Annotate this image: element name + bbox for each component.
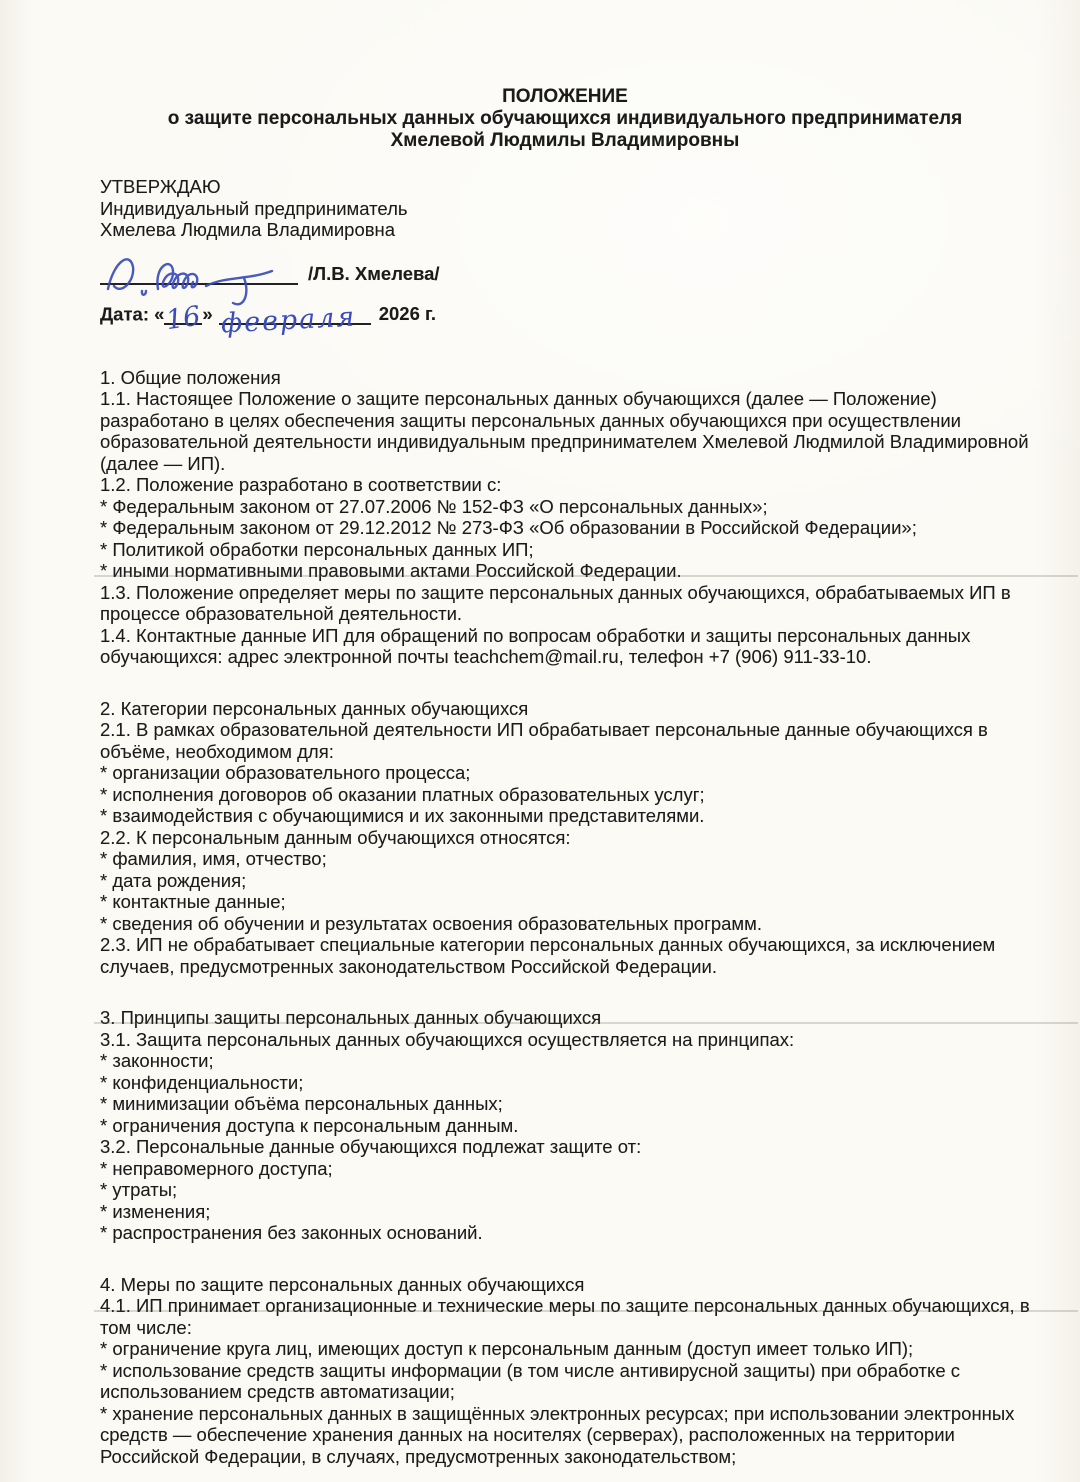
paragraph: 1.4. Контактные данные ИП для обращений по вопросам обработки и защиты персональных данных обучающихся: адрес электронной почты teachchem@mail.ru, телефон +7 (906) 911-33-10. — [100, 624, 971, 667]
section-3 — [100, 1007, 1030, 1244]
section-heading: 2. Категории персональных данных обучающихся — [100, 697, 529, 719]
section-1 — [100, 367, 1030, 668]
document-subtitle-line2: Хмелевой Людмилы Владимировны — [390, 130, 740, 151]
document-title: ПОЛОЖЕНИЕ — [502, 86, 628, 107]
approval-person: Хмелева Людмила Владимировна — [100, 219, 396, 240]
paragraph: * использование средств защиты информации (в том числе антивирусной защиты) при обработке с использованием средств автоматизации; — [100, 1359, 960, 1402]
section-4 — [100, 1274, 1030, 1468]
date-open-quote: « — [154, 303, 165, 324]
paragraph: * изменения; — [100, 1200, 211, 1222]
handwritten-month: февраля — [219, 301, 357, 340]
handwritten-day: 16 — [164, 300, 203, 337]
date-month-field — [219, 299, 371, 340]
section-heading: 4. Меры по защите персональных данных обучающихся — [100, 1273, 585, 1295]
section-heading: 1. Общие положения — [100, 366, 281, 388]
document-body — [100, 367, 1030, 1468]
paragraph: * законности; — [100, 1050, 214, 1071]
document-subtitle-line1: о защите персональных данных обучающихся индивидуального предпринимателя — [167, 108, 963, 129]
paragraph: 1.3. Положение определяет меры по защите персональных данных обучающихся, обрабатываемых ИП в процессе образовательной деятельности. — [100, 581, 1011, 624]
paragraph: * иными нормативными правовыми актами Российской Федерации. — [100, 560, 1030, 582]
paragraph: 4.1. ИП принимает организационные и технические меры по защите персональных данных обучающихся, в том числе: — [100, 1295, 1030, 1338]
paragraph: * исполнения договоров об оказании платных образовательных услуг; — [100, 783, 705, 805]
paragraph: * контактные данные; — [100, 891, 286, 912]
paragraph: * хранение персональных данных в защищённых электронных ресурсах; при использовании электронных средств — обеспечение хранения данных на носителях (серверах), расположенных на территории Российской Федерации, в случаях, предусмотренных законодательством; — [100, 1402, 1015, 1467]
paragraph: * минимизации объёма персональных данных; — [100, 1093, 503, 1114]
paragraph: * организации образовательного процесса; — [100, 762, 471, 783]
paragraph: * конфиденциальности; — [100, 1071, 304, 1093]
paragraph: * взаимодействия с обучающимися и их законными представителями. — [100, 805, 705, 826]
paragraph: 3.1. Защита персональных данных обучающихся осуществляется на принципах: — [100, 1028, 795, 1050]
date-year: 2026 г. — [378, 303, 437, 324]
date-label: Дата: — [100, 303, 149, 324]
approval-entity: Индивидуальный предприниматель — [100, 197, 408, 219]
paragraph: 2.3. ИП не обрабатывает специальные категории персональных данных обучающихся, за исключением случаев, предусмотренных законодательством Российской Федерации. — [100, 934, 996, 977]
paragraph: * фамилия, имя, отчество; — [100, 848, 327, 869]
paragraph: * распространения без законных оснований. — [100, 1222, 483, 1243]
paragraph: 2.1. В рамках образовательной деятельности ИП обрабатывает персональные данные обучающихся в объёме, необходимом для: — [100, 719, 988, 762]
paragraph: * утраты; — [100, 1179, 178, 1200]
paragraph: 2.2. К персональным данным обучающихся относятся: — [100, 826, 571, 848]
paragraph: 1.1. Настоящее Положение о защите персональных данных обучающихся (далее — Положение) разработано в целях обеспечения защиты персональных данных обучающихся при осуществлении образовательной деятельности индивидуальным предпринимателем Хмелевой Людмилой Владимировной (далее — ИП). — [100, 388, 1029, 474]
paragraph: * Федеральным законом от 29.12.2012 № 273-ФЗ «Об образовании в Российской Федерации»; — [100, 517, 917, 538]
document-title-block — [100, 86, 1030, 152]
signature-caption: /Л.В. Хмелева/ — [308, 263, 440, 284]
paragraph: * неправомерного доступа; — [100, 1157, 333, 1179]
paragraph: 1.2. Положение разработано в соответствии с: — [100, 474, 502, 495]
paragraph: * ограничения доступа к персональным данным. — [100, 1114, 519, 1136]
approval-block — [100, 176, 1030, 340]
paragraph: * дата рождения; — [100, 869, 247, 891]
signature-row — [100, 253, 1030, 289]
date-row — [100, 299, 1030, 340]
section-2 — [100, 698, 1030, 978]
paragraph: * ограничение круга лиц, имеющих доступ к персональным данным (доступ имеет только ИП); — [100, 1338, 914, 1359]
paragraph: * Политикой обработки персональных данных ИП; — [100, 538, 534, 560]
signature-field — [100, 253, 298, 285]
date-day-field — [164, 299, 203, 337]
approval-stamp: УТВЕРЖДАЮ — [100, 176, 221, 197]
paragraph: * сведения об обучении и результатах освоения образовательных программ. — [100, 912, 762, 934]
section-heading: 3. Принципы защиты персональных данных обучающихся — [100, 1007, 1030, 1029]
paragraph: * Федеральным законом от 27.07.2006 № 152-ФЗ «О персональных данных»; — [100, 495, 768, 517]
paragraph: 3.2. Персональные данные обучающихся подлежат защите от: — [100, 1136, 642, 1157]
date-close-quote: » — [202, 303, 213, 324]
